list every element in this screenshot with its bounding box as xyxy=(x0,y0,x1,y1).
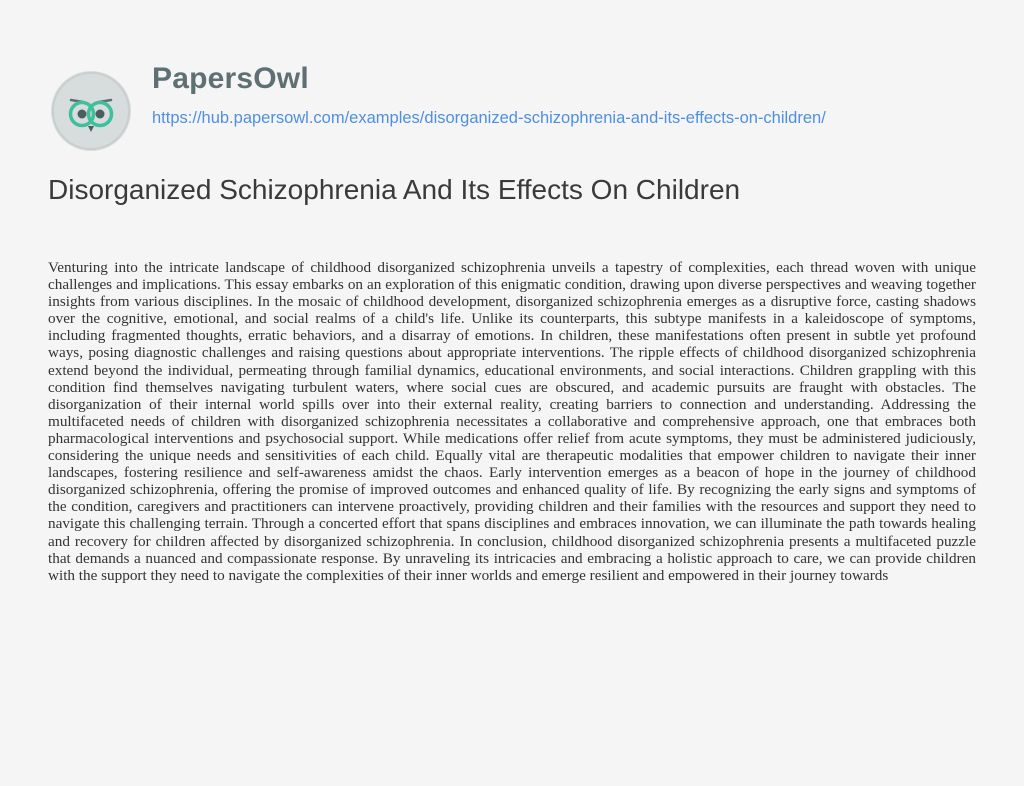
site-header xyxy=(46,56,1006,146)
source-url-link[interactable]: https://hub.papersowl.com/examples/disorganized-schizophrenia-and-its-effects-on-children/ xyxy=(152,109,826,127)
owl-logo-icon[interactable] xyxy=(46,66,136,156)
essay-body: Venturing into the intricate landscape of childhood disorganized schizophrenia unveils a tapestry of complexities, each thread woven with unique challenges and implications. This essay embarks on an exploration of this enigmatic condition, drawing upon diverse perspectives and weaving together insights from various disciplines. In the mosaic of childhood development, disorganized schizophrenia emerges as a disruptive force, casting shadows over the cognitive, emotional, and social realms of a child's life. Unlike its counterparts, this subtype manifests in a kaleidoscope of symptoms, including fragmented thoughts, erratic behaviors, and a disarray of emotions. In children, these manifestations often present in subtle yet profound ways, posing diagnostic challenges and raising questions about appropriate interventions. The ripple effects of childhood disorganized schizophrenia extend beyond the individual, permeating through familial dynamics, educational environments, and social interactions. Children grappling with this condition find themselves navigating turbulent waters, where social cues are obscured, and academic pursuits are fraught with obstacles. The disorganization of their internal world spills over into their external reality, creating barriers to connection and understanding. Addressing the multifaceted needs of children with disorganized schizophrenia necessitates a collaborative and comprehensive approach, one that embraces both pharmacological interventions and psychosocial support. While medications offer relief from acute symptoms, they must be administered judiciously, considering the unique needs and sensitivities of each child. Equally vital are therapeutic modalities that empower children to navigate their inner landscapes, fostering resilience and self-awareness amidst the chaos. Early intervention emerges as a beacon of hope in the journey of childhood disorganized schizophrenia, offering the promise of improved outcomes and enhanced quality of life. By recognizing the early signs and symptoms of the condition, caregivers and practitioners can intervene proactively, providing children and their families with the resources and support they need to navigate this challenging terrain. Through a concerted effort that spans disciplines and embraces innovation, we can illuminate the path towards healing and recovery for children affected by disorganized schizophrenia. In conclusion, childhood disorganized schizophrenia presents a multifaceted puzzle that demands a nuanced and compassionate response. By unraveling its intricacies and embracing a holistic approach to care, we can provide children with the support they need to navigate the complexities of their inner worlds and emerge resilient and empowered in their journey towards xyxy=(48,259,976,584)
page-title: Disorganized Schizophrenia And Its Effects On Children xyxy=(48,174,741,205)
brand-name[interactable]: PapersOwl xyxy=(152,62,309,95)
